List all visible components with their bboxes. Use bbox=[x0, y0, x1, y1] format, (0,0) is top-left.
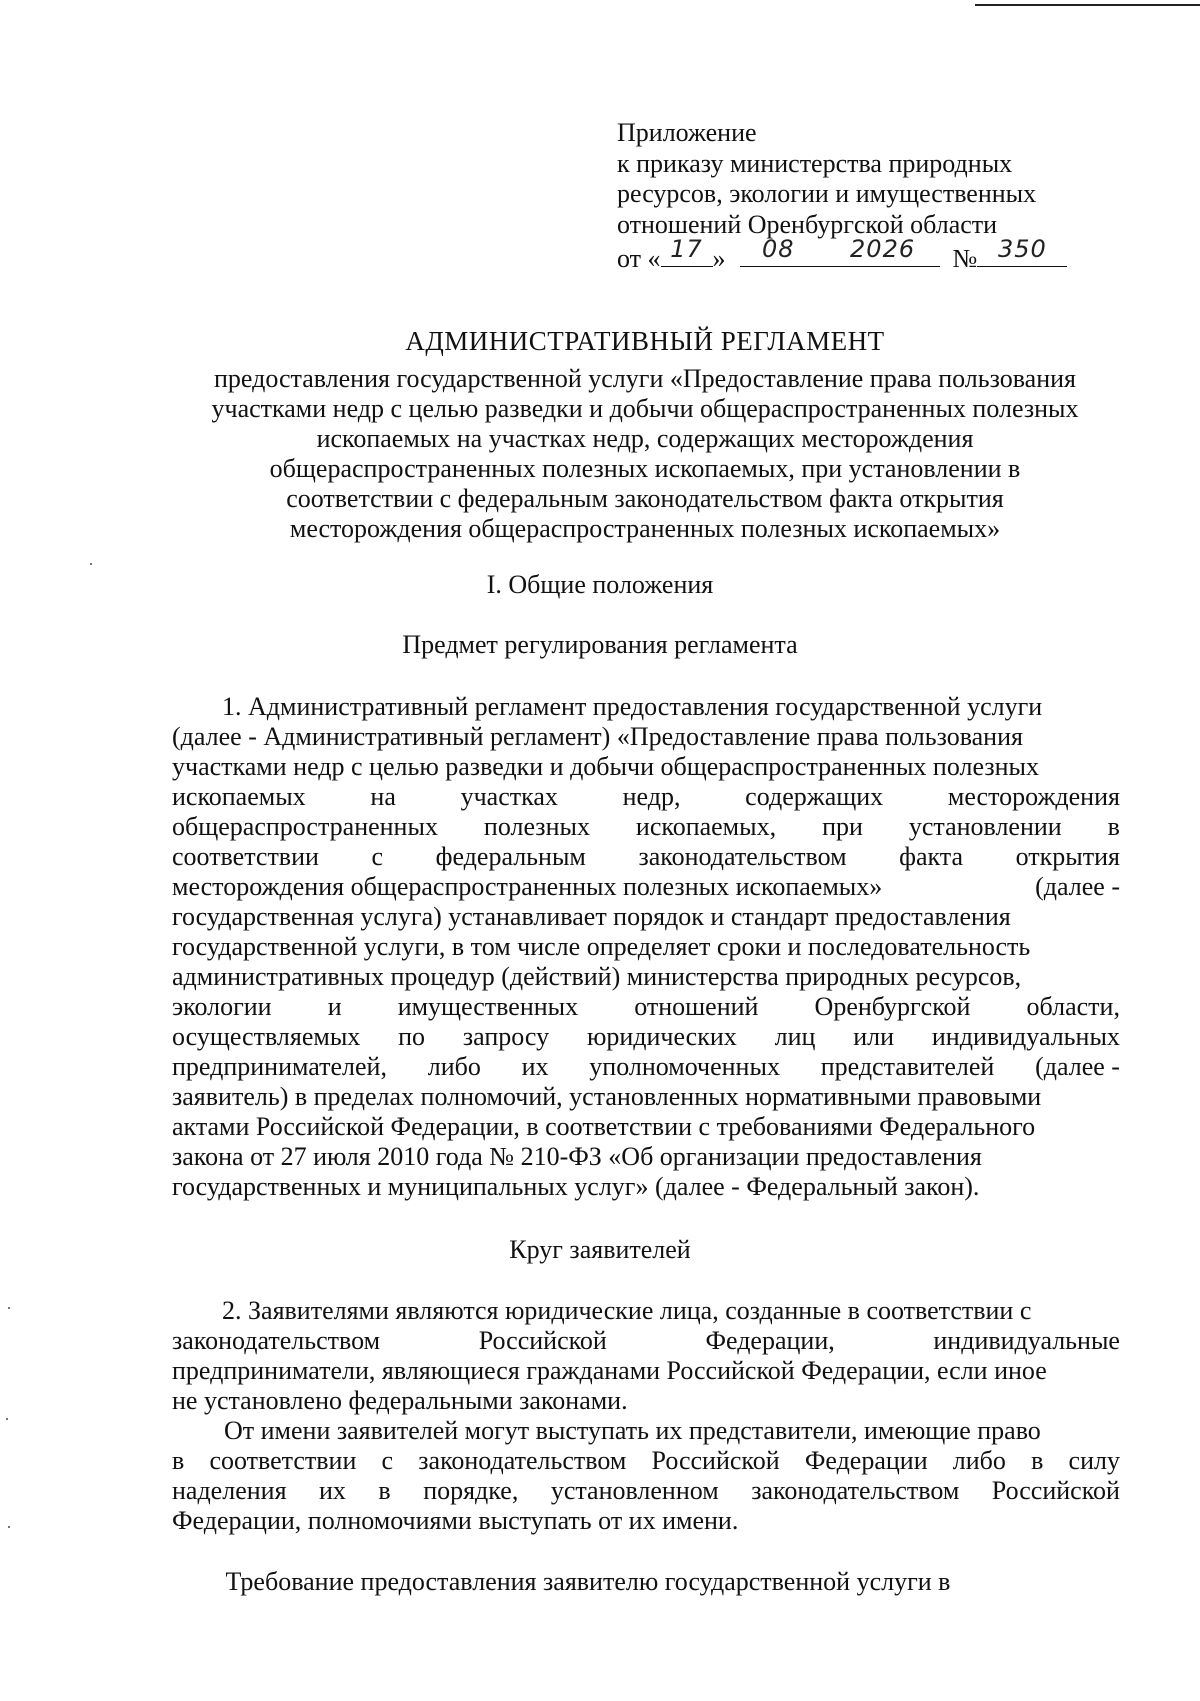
section-heading: I. Общие положения bbox=[486, 570, 714, 599]
text-span: законодательством bbox=[418, 1446, 627, 1475]
text-line bbox=[172, 1386, 1120, 1416]
top-edge-line bbox=[975, 4, 1200, 6]
text-span: установлении bbox=[908, 812, 1062, 841]
text-span: уполномоченных bbox=[589, 1052, 780, 1081]
text-span: административных процедур (действий) министерства природных ресурсов, bbox=[172, 962, 1022, 991]
text-span: наделения bbox=[172, 1476, 287, 1505]
text-span: месторождения bbox=[947, 782, 1120, 811]
document-subtitle bbox=[165, 364, 1125, 544]
text-line bbox=[172, 1446, 1120, 1476]
text-span: или bbox=[853, 1022, 895, 1051]
text-line bbox=[172, 962, 1120, 992]
annex-line: к приказу министерства природных bbox=[617, 148, 1013, 178]
text-span: и bbox=[327, 992, 342, 1021]
text-line bbox=[172, 1082, 1120, 1112]
text-span: области, bbox=[1026, 992, 1120, 1021]
text-span: полезных bbox=[483, 812, 590, 841]
text-span: участках bbox=[460, 782, 558, 811]
text-span: участками недр с целью разведки и добычи общераспространенных полезных bbox=[172, 752, 1039, 781]
text-span: месторождения общераспространенных полезных ископаемых» bbox=[172, 872, 883, 901]
order-date-line bbox=[617, 234, 1157, 274]
text-span: предпринимателей, bbox=[172, 1052, 387, 1081]
text-line bbox=[172, 1142, 1120, 1172]
text-span: представителей bbox=[820, 1052, 995, 1081]
text-span: в bbox=[1107, 812, 1120, 841]
text-span: От имени заявителей могут выступать их представители, имеющие право bbox=[224, 1416, 1041, 1445]
text-span: их bbox=[521, 1052, 549, 1081]
text-line bbox=[172, 782, 1120, 812]
text-span: юридических bbox=[586, 1022, 737, 1051]
text-span: Оренбургской bbox=[814, 992, 971, 1021]
text-span: Российской bbox=[651, 1446, 780, 1475]
text-span: ископаемых, bbox=[635, 812, 777, 841]
text-span: законодательством bbox=[638, 842, 847, 871]
text-line bbox=[172, 1506, 1120, 1536]
text-span: в bbox=[378, 1476, 391, 1505]
date-day-handwritten: 17 bbox=[670, 234, 703, 263]
date-day-blank bbox=[661, 234, 713, 267]
text-span: Федерации, полномочиями выступать от их имени. bbox=[172, 1506, 739, 1535]
text-span: с bbox=[371, 842, 384, 871]
text-span: запросу bbox=[462, 1022, 550, 1051]
text-span: предприниматели, являющиеся гражданами Российской Федерации, если иное bbox=[172, 1356, 1047, 1385]
text-span: порядке, bbox=[423, 1476, 519, 1505]
text-span: по bbox=[398, 1022, 426, 1051]
text-line bbox=[172, 1326, 1120, 1356]
text-span: на bbox=[370, 782, 396, 811]
document-title: АДМИНИСТРАТИВНЫЙ РЕГЛАМЕНТ bbox=[405, 326, 885, 356]
text-span: закона от 27 июля 2010 года № 210-ФЗ «Об организации предоставления bbox=[172, 1142, 982, 1171]
text-line bbox=[172, 1476, 1120, 1506]
annex-block bbox=[617, 118, 1157, 274]
text-span: государственная услуга) устанавливает порядок и стандарт предоставления bbox=[172, 902, 1011, 931]
text-span: с bbox=[381, 1446, 394, 1475]
paragraph-1 bbox=[172, 692, 1120, 1202]
subtitle-line: месторождения общераспространенных полезных ископаемых» bbox=[289, 514, 1001, 543]
text-span: либо bbox=[952, 1446, 1006, 1475]
text-span: индивидуальные bbox=[933, 1326, 1120, 1355]
text-line bbox=[172, 1052, 1120, 1082]
scan-speck bbox=[90, 563, 92, 565]
text-line bbox=[172, 992, 1120, 1022]
date-year-handwritten: 2026 bbox=[850, 234, 916, 263]
text-line bbox=[172, 1356, 1120, 1386]
text-span: Федерации, bbox=[705, 1326, 835, 1355]
text-span: (далее - bbox=[1035, 1052, 1120, 1081]
scan-speck bbox=[8, 1307, 10, 1309]
date-month-year-blank bbox=[740, 234, 940, 267]
text-span: заявитель) в пределах полномочий, установленных нормативными правовыми bbox=[172, 1082, 1042, 1111]
subtitle-line: участками недр с целью разведки и добычи общераспространенных полезных bbox=[211, 394, 1079, 423]
paragraph-2 bbox=[172, 1296, 1120, 1416]
text-span: законодательством bbox=[172, 1326, 381, 1355]
text-line bbox=[172, 752, 1120, 782]
text-span: ископаемых bbox=[172, 782, 306, 811]
date-prefix: от « bbox=[617, 244, 661, 273]
text-line bbox=[172, 932, 1120, 962]
text-span: государственных и муниципальных услуг» (далее - Федеральный закон). bbox=[172, 1172, 980, 1201]
text-span: недр, bbox=[622, 782, 681, 811]
text-line bbox=[172, 1172, 1120, 1202]
order-number-handwritten: 350 bbox=[997, 234, 1047, 263]
text-line bbox=[172, 842, 1120, 872]
text-span: в bbox=[172, 1446, 185, 1475]
text-span: либо bbox=[427, 1052, 481, 1081]
scan-speck bbox=[6, 1418, 8, 1420]
paragraph-3 bbox=[172, 1416, 1120, 1536]
text-line bbox=[172, 1022, 1120, 1052]
text-line bbox=[172, 812, 1120, 842]
annex-line: ресурсов, экологии и имущественных bbox=[617, 179, 1037, 208]
text-span: лиц bbox=[774, 1022, 816, 1051]
text-span: силу bbox=[1068, 1446, 1120, 1475]
text-line bbox=[172, 1112, 1120, 1142]
annex-line: отношений Оренбургской области bbox=[617, 209, 998, 239]
text-span: факта bbox=[899, 842, 964, 871]
text-span: 2. Заявителями являются юридические лица, созданные в соответствии с bbox=[222, 1296, 1032, 1325]
number-blank bbox=[977, 234, 1067, 267]
subtitle-line: общераспространенных полезных ископаемых, при установлении в bbox=[269, 454, 1021, 483]
text-span: Российской bbox=[991, 1476, 1120, 1505]
text-span: отношений bbox=[634, 992, 759, 1021]
text-span: 1. Административный регламент предоставления государственной услуги bbox=[222, 692, 1043, 721]
text-span: осуществляемых bbox=[172, 1022, 361, 1051]
text-line bbox=[172, 902, 1120, 932]
text-span: законодательством bbox=[751, 1476, 960, 1505]
subtitle-line: ископаемых на участках недр, содержащих месторождения bbox=[316, 424, 974, 453]
text-span: соответствии bbox=[209, 1446, 357, 1475]
subsection-heading: Предмет регулирования регламента bbox=[402, 630, 798, 659]
text-line bbox=[172, 1416, 1120, 1446]
subtitle-line: предоставления государственной услуги «Предоставление права пользования bbox=[213, 364, 1076, 393]
text-line bbox=[172, 872, 1120, 902]
text-span: имущественных bbox=[397, 992, 579, 1021]
text-span: индивидуальных bbox=[931, 1022, 1120, 1051]
date-mid: » bbox=[712, 244, 726, 273]
text-span: общераспространенных bbox=[172, 812, 438, 841]
text-span: экологии bbox=[172, 992, 272, 1021]
subsection-heading: Требование предоставления заявителю государственной услуги в bbox=[225, 1567, 951, 1596]
text-span: государственной услуги, в том числе определяет сроки и последовательность bbox=[172, 932, 1031, 961]
text-span: Российской bbox=[478, 1326, 607, 1355]
text-line bbox=[172, 1296, 1120, 1326]
text-span: соответствии bbox=[172, 842, 319, 871]
number-label: № bbox=[952, 244, 978, 273]
text-line bbox=[172, 722, 1120, 752]
text-span: (далее - Административный регламент) «Предоставление права пользования bbox=[172, 722, 1023, 751]
text-span: открытия bbox=[1015, 842, 1120, 871]
text-span: (далее - bbox=[1035, 872, 1120, 901]
text-span: Федерации bbox=[804, 1446, 928, 1475]
text-span: федеральным bbox=[435, 842, 586, 871]
subsection-heading: Круг заявителей bbox=[509, 1235, 691, 1264]
text-span: актами Российской Федерации, в соответствии с требованиями Федерального bbox=[172, 1112, 1036, 1141]
text-span: при bbox=[822, 812, 863, 841]
text-span: не установлено федеральными законами. bbox=[172, 1386, 628, 1415]
date-month-handwritten: 08 bbox=[762, 234, 795, 263]
text-line bbox=[172, 692, 1120, 722]
text-span: содержащих bbox=[745, 782, 884, 811]
text-span: в bbox=[1031, 1446, 1044, 1475]
text-span: их bbox=[319, 1476, 346, 1505]
annex-title: Приложение bbox=[617, 118, 757, 147]
text-span: установленном bbox=[550, 1476, 719, 1505]
scan-speck bbox=[8, 1526, 10, 1528]
subtitle-line: соответствии с федеральным законодательством факта открытия bbox=[286, 484, 1004, 513]
